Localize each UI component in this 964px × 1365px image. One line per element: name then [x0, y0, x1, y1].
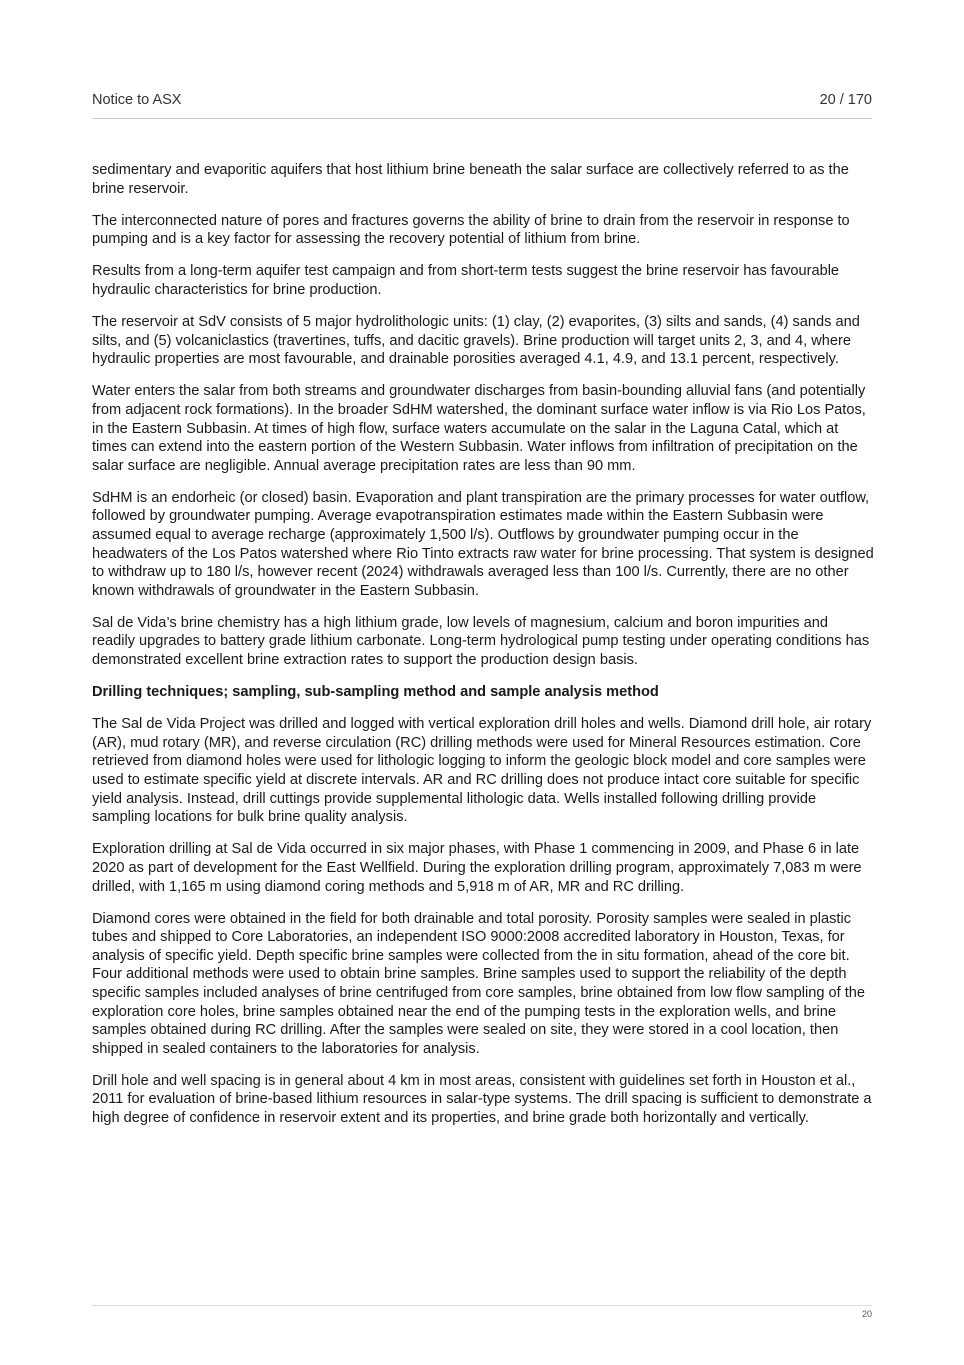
body-paragraph: sedimentary and evaporitic aquifers that host lithium brine beneath the salar surface are collectively referred to as the brine reservoir. [92, 162, 849, 197]
body-paragraph: The Sal de Vida Project was drilled and logged with vertical exploration drill holes and wells. Diamond drill hole, air rotary (AR), mud rotary (MR), and reverse circulation (RC) drilling methods were used for Mineral Resources estimation. Core retrieved from diamond holes were used for lithologic logging to inform the geologic block model and core samples were used to estimate specific yield at discrete intervals. AR and RC drilling does not produce intact core suitable for specific yield analysis. Instead, drill cuttings provide supplemental lithologic data. Wells installed following drilling provide sampling locations for bulk brine quality analysis. [92, 716, 872, 826]
page-header [92, 92, 872, 119]
footer-divider [92, 1305, 872, 1306]
document-title: Notice to ASX [92, 92, 182, 108]
body-paragraph: Results from a long-term aquifer test campaign and from short-term tests suggest the brine reservoir has favourable hydraulic characteristics for brine production. [92, 263, 840, 298]
body-paragraph: Sal de Vida’s brine chemistry has a high lithium grade, low levels of magnesium, calcium and boron impurities and readily upgrades to battery grade lithium carbonate. Long-term hydrological pump testing under operating conditions has demonstrated excellent brine extraction rates to support the production design basis. [92, 614, 870, 669]
body-paragraph: Drill hole and well spacing is in general about 4 km in most areas, consistent with guidelines set forth in Houston et al., 2011 for evaluation of brine-based lithium resources in salar-type systems. The drill spacing is sufficient to demonstrate a high degree of confidence in reservoir extent and its properties, and brine grade both horizontally and vertically. [92, 1072, 872, 1127]
page-counter: 20 / 170 [819, 92, 872, 108]
footer-page-number: 20 [861, 1309, 872, 1319]
body-paragraph: Water enters the salar from both streams and groundwater discharges from basin-bounding alluvial fans (and potentially from adjacent rock formations). In the broader SdHM watershed, the dominant surface water inflow is via Rio Los Patos, in the Eastern Subbasin. At times of high flow, surface waters accumulate on the salar in the Laguna Catal, which at times can extend into the eastern portion of the Western Subbasin. Water inflows from infiltration of precipitation on the salar surface are negligible. Annual average precipitation rates are less than 90 mm. [92, 383, 866, 474]
section-heading: Drilling techniques; sampling, sub-sampling method and sample analysis method [92, 684, 659, 701]
body-paragraph: The interconnected nature of pores and fractures governs the ability of brine to drain from the reservoir in response to pumping and is a key factor for assessing the recovery potential of lithium from brine. [92, 212, 850, 248]
document-body [92, 161, 874, 1141]
body-paragraph: Exploration drilling at Sal de Vida occurred in six major phases, with Phase 1 commencing in 2009, and Phase 6 in late 2020 as part of development for the East Wellfield. During the exploration drilling program, approximately 7,083 m were drilled, with 1,165 m using diamond coring methods and 5,918 m of AR, MR and RC drilling. [92, 841, 862, 895]
body-paragraph: SdHM is an endorheic (or closed) basin. Evaporation and plant transpiration are the primary processes for water outflow, followed by groundwater pumping. Average evapotranspiration estimates made within the Eastern Subbasin were assumed equal to average recharge (approximately 1,500 l/s). Outflows by groundwater pumping occur in the headwaters of the Los Patos watershed where Rio Tinto extracts raw water for brine processing. That system is designed to withdraw up to 180 l/s, however recent (2024) withdrawals averaged less than 100 l/s. Currently, there are no other known withdrawals of groundwater in the Eastern Subbasin. [92, 489, 874, 599]
body-paragraph: Diamond cores were obtained in the field for both drainable and total porosity. Porosity samples were sealed in plastic tubes and shipped to Core Laboratories, an independent ISO 9000:2008 accredited laboratory in Houston, Texas, for analysis of specific yield. Depth specific brine samples were collected from the in situ formation, ahead of the core bit. Four additional methods were used to obtain brine samples. Brine samples used to support the reliability of the depth specific samples included analyses of brine centrifuged from core samples, brine obtained from low flow sampling of the exploration core holes, brine samples obtained near the end of the pumping tests in the exploration wells, and brine samples obtained during RC drilling. After the samples were sealed on site, they were stored in a cool location, then shipped in sealed containers to the laboratories for analysis. [92, 910, 866, 1057]
body-paragraph: The reservoir at SdV consists of 5 major hydrolithologic units: (1) clay, (2) evaporites, (3) silts and sands, (4) sands and silts, and (5) volcaniclastics (travertines, tuffs, and dacitic gravels). Brine production will target units 2, 3, and 4, where hydraulic properties are most favourable, and drainable porosities averaged 4.1, 4.9, and 13.1 percent, respectively. [92, 314, 860, 368]
